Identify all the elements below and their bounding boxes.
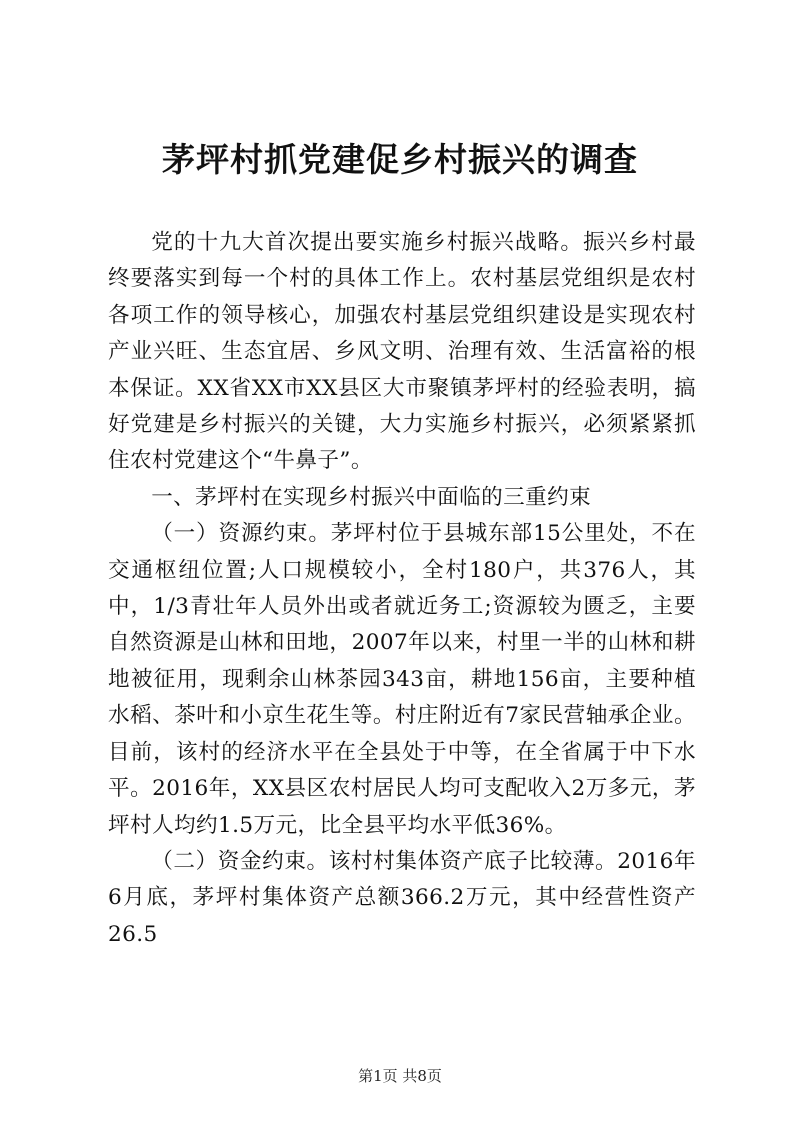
paragraph-intro: 党的十九大首次提出要实施乡村振兴战略。振兴乡村最终要落实到每一个村的具体工作上。农村基层党组织是农村各项工作的领导核心，加强农村基层党组织建设是实现农村产业兴旺、生态宜居、乡风文明、治理有效、生活富裕的根本保证。XX省XX市XX县区大市聚镇茅坪村的经验表明，搞好党建是乡村振兴的关键，大力实施乡村振兴，必须紧紧抓住农村党建这个“牛鼻子”。 xyxy=(108,230,696,474)
section-heading: 一、茅坪村在实现乡村振兴中面临的三重约束 xyxy=(151,484,592,510)
page-footer: 第1页 共8页 xyxy=(358,1067,442,1085)
document-body xyxy=(108,225,696,953)
paragraph-fund-constraint: （二）资金约束。该村村集体资产底子比较薄。2016年6月底，茅坪村集体资产总额366.2万元，其中经营性资产26.5 xyxy=(108,848,696,947)
document-title: 茅坪村抓党建促乡村振兴的调查 xyxy=(162,140,638,179)
paragraph-resource-constraint: （一）资源约束。茅坪村位于县城东部15公里处，不在交通枢纽位置;人口规模较小，全村180户，共376人，其中，1/3青壮年人员外出或者就近务工;资源较为匮乏，主要自然资源是山林和田地，2007年以来，村里一半的山林和耕地被征用，现剩余山林茶园343亩，耕地156亩，主要种植水稻、茶叶和小京生花生等。村庄附近有7家民营轴承企业。目前，该村的经济水平在全县处于中等，在全省属于中下水平。2016年，XX县区农村居民人均可支配收入2万多元，茅坪村人均约1.5万元，比全县平均水平低36%。 xyxy=(108,521,696,838)
